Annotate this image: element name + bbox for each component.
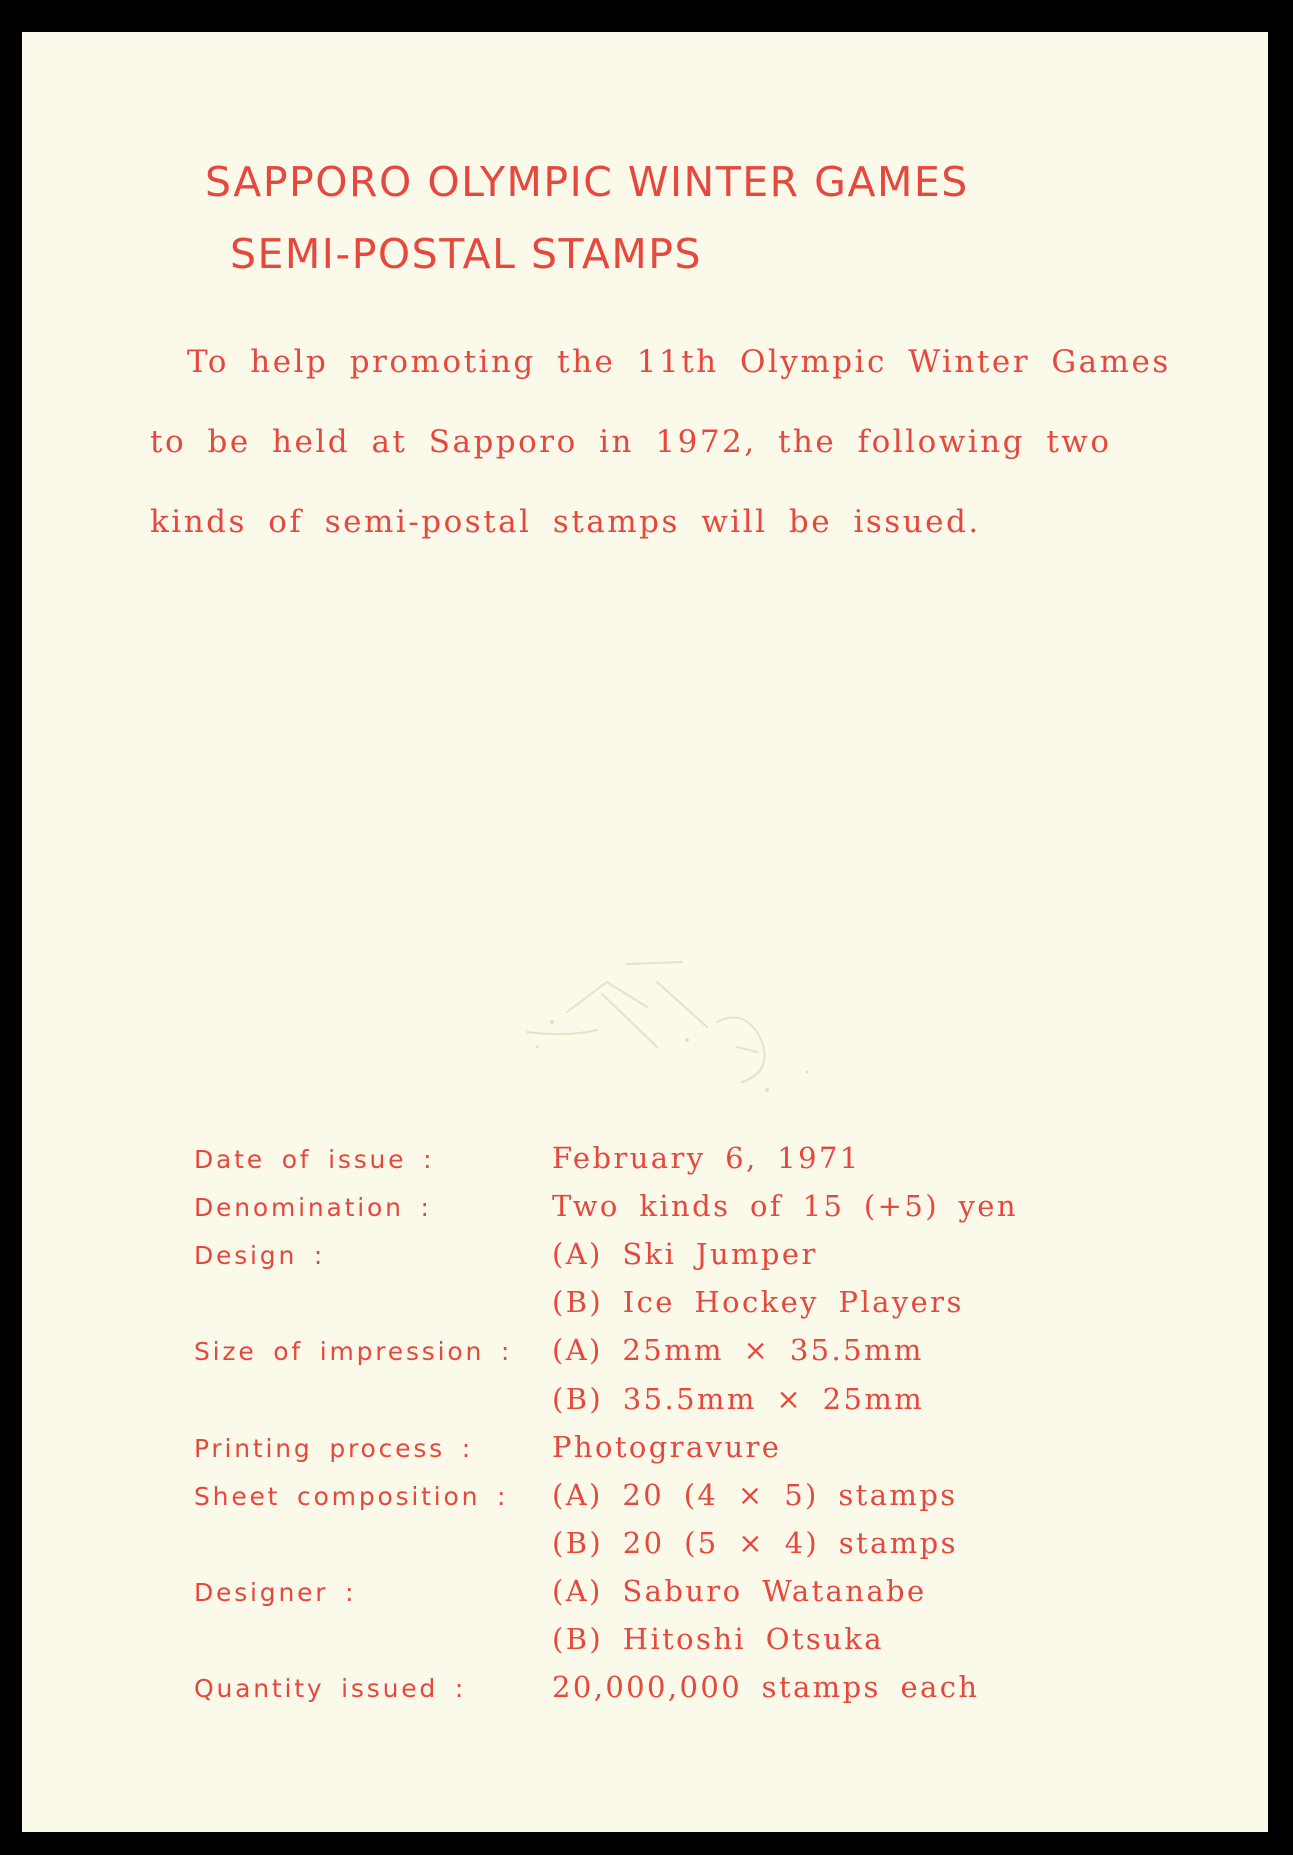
spec-value: (B) Hitoshi Otsuka xyxy=(552,1622,884,1656)
spec-value: February 6, 1971 xyxy=(552,1141,861,1175)
spec-row xyxy=(22,1670,1268,1718)
faint-emblem-watermark xyxy=(507,952,867,1102)
spec-value: (B) 35.5mm × 25mm xyxy=(552,1381,925,1416)
spec-label: Sheet composition : xyxy=(194,1481,509,1511)
spec-row xyxy=(22,1429,1268,1478)
spec-value: (A) 25mm × 35.5mm xyxy=(552,1333,924,1368)
spec-row xyxy=(22,1573,1268,1622)
spec-row xyxy=(22,1285,1268,1333)
spec-label: Size of impression : xyxy=(194,1337,513,1367)
spec-row xyxy=(22,1333,1268,1381)
spec-row xyxy=(22,1477,1268,1526)
spec-label: Design : xyxy=(194,1241,326,1271)
title-line-1: SAPPORO OLYMPIC WINTER GAMES xyxy=(205,158,969,206)
spec-label: Date of issue : xyxy=(194,1145,435,1174)
intro-line-3: kinds of semi-postal stamps will be issued. xyxy=(150,504,981,540)
spec-value: (A) Ski Jumper xyxy=(552,1237,818,1272)
spec-value: (A) Saburo Watanabe xyxy=(552,1573,927,1608)
spec-value: 20,000,000 stamps each xyxy=(552,1670,980,1705)
spec-label: Designer : xyxy=(194,1577,357,1607)
intro-line-2: to be held at Sapporo in 1972, the following two xyxy=(150,424,1112,460)
spec-row xyxy=(22,1381,1268,1430)
spec-value: Photogravure xyxy=(552,1429,782,1464)
intro-line-1: To help promoting the 11th Olympic Winter Games xyxy=(187,344,1171,380)
spec-row xyxy=(22,1622,1268,1670)
spec-row xyxy=(22,1141,1268,1189)
spec-value: Two kinds of 15 (+5) yen xyxy=(552,1189,1018,1224)
title-line-2: SEMI-POSTAL STAMPS xyxy=(230,230,703,278)
spec-label: Denomination : xyxy=(194,1193,432,1223)
spec-row xyxy=(22,1189,1268,1237)
spec-label: Quantity issued : xyxy=(194,1674,467,1704)
spec-value: (B) 20 (5 × 4) stamps xyxy=(552,1525,958,1560)
document-sheet xyxy=(22,32,1268,1832)
spec-value: (A) 20 (4 × 5) stamps xyxy=(552,1477,958,1512)
spec-value: (B) Ice Hockey Players xyxy=(552,1285,964,1320)
spec-row xyxy=(22,1237,1268,1285)
spec-label: Printing process : xyxy=(194,1433,473,1463)
spec-row xyxy=(22,1525,1268,1574)
